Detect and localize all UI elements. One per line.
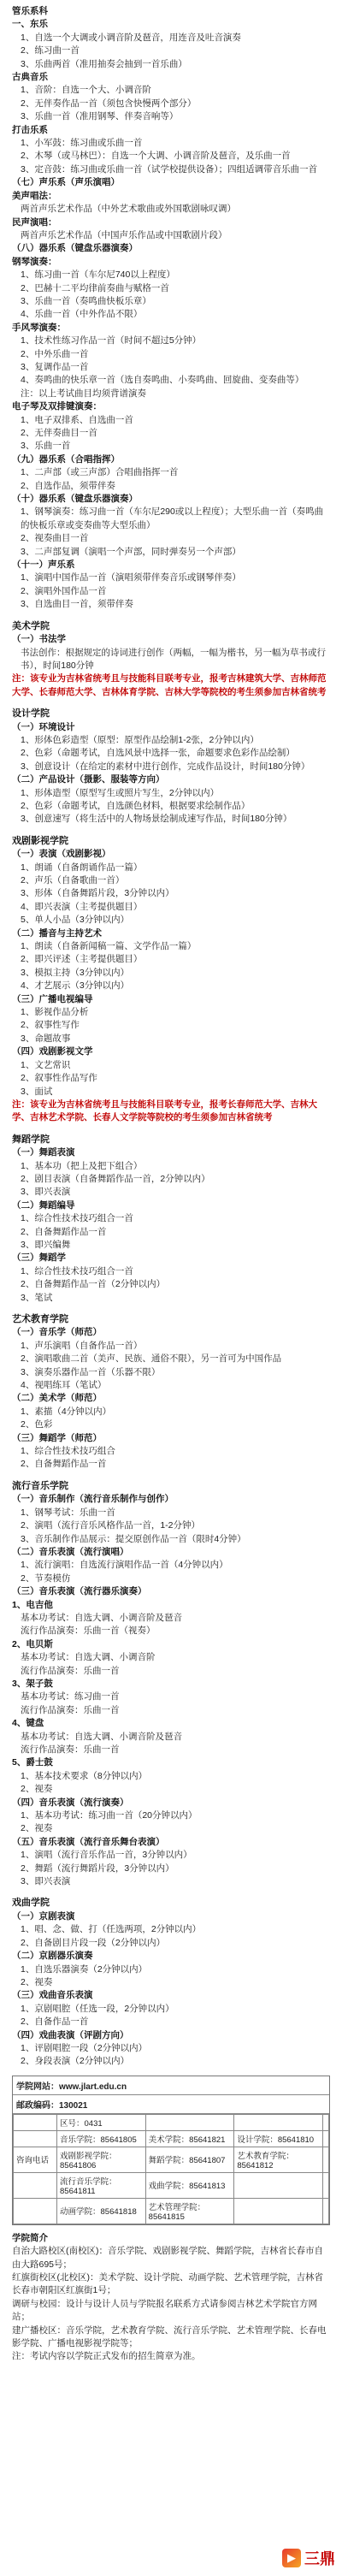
list-item: 2、节奏模仿	[21, 1572, 71, 1584]
section-gap	[12, 1472, 330, 1480]
section-gap	[12, 1125, 330, 1134]
table-cell: 戏曲学院：85641813	[145, 2172, 234, 2198]
list-item: 3、乐曲两首（准用抽奏会抽到一首乐曲）	[21, 58, 187, 69]
list-item: 流行作品演奏：乐曲一首	[21, 1744, 120, 1755]
list-item: 3、笔试	[21, 1292, 53, 1303]
list-item: 1、基本功（把上及把下组合）	[21, 1160, 143, 1171]
list-item: 1、演唱中国作品一首（演唱须带伴奏音乐或钢琴伴奏）	[21, 572, 241, 583]
notes-paragraph: 红旗街校区(北校区)：美术学院、设计学院、动画学院、艺术管理学院，吉林省长春市朝阳区红旗街1号；	[12, 2271, 323, 2296]
section-heading: 美术学院	[12, 620, 50, 631]
table-cell	[145, 2114, 234, 2130]
subsection-heading: 钢琴演奏：	[12, 256, 57, 267]
subsection-heading: （四）戏剧影视文学	[12, 1046, 93, 1057]
notes-section	[12, 2232, 330, 2364]
list-item: 2、舞蹈（流行舞蹈片段，3分钟以内）	[21, 1862, 174, 1874]
subsection-heading: （一）音乐制作（流行音乐制作与创作）	[12, 1494, 174, 1505]
table-row	[14, 2172, 329, 2198]
list-item: 2、无伴奏曲目一首	[21, 428, 97, 438]
table-cell: 艺术教育学院：85641812	[234, 2147, 323, 2172]
list-item: 1、自选乐器演奏（2分钟以内）	[21, 1963, 148, 1975]
table-row	[14, 2114, 329, 2130]
table-cell	[322, 2198, 328, 2224]
section-gap	[12, 826, 330, 835]
list-item: 流行作品演奏：乐曲一首（视奏）	[21, 1626, 156, 1637]
list-item: 3、音乐制作作品展示：提交原创作品一首（限时4分钟）	[21, 1533, 246, 1544]
contact-info-box	[12, 2076, 330, 2225]
list-item: 2、中外乐曲一首	[21, 348, 89, 359]
list-item: 4、即兴表演（主考提供题目）	[21, 901, 143, 912]
list-item: 2、木琴（或马林巴）：自选一个大调、小调音阶及琶音，及乐曲一首	[21, 151, 291, 162]
list-item: 2、演唱歌曲二首（美声、民族、通俗不限），另一首可为中国作品	[21, 1353, 282, 1365]
list-item: 1、影视作品分析	[21, 1007, 89, 1018]
list-item: 3、复调作品一首	[21, 361, 89, 372]
list-item: 2、叙事性写作	[21, 1020, 80, 1031]
list-item: 1、技术性练习作品一首（时间不超过5分钟）	[21, 335, 202, 346]
list-item: 5、单人小品（3分钟以内）	[21, 915, 130, 926]
table-cell: 艺术管理学院：85641815	[145, 2198, 234, 2224]
list-item: 3、定音鼓：练习曲或乐曲一首（试学校提供设备）；四组适调带音乐曲一首	[21, 163, 318, 175]
table-cell: 区号：0431	[57, 2114, 146, 2130]
logo-text: 三鼎	[304, 2550, 335, 2568]
list-item: 2、自备作品一首	[21, 2016, 89, 2028]
subsection-heading: 电子琴及双排键演奏：	[12, 401, 102, 412]
list-item: 2、视奏	[21, 1784, 53, 1795]
list-item: 1、唱、念、做、打（任选两项，2分钟以内）	[21, 1924, 202, 1935]
table-cell	[322, 2114, 328, 2130]
list-item: 2、演唱（流行音乐风格作品一首，1-2分钟）	[21, 1520, 201, 1531]
subsection-heading: （三）舞蹈学	[12, 1252, 66, 1264]
list-item: 1、朗读（自备新闻稿一篇、文学作品一篇）	[21, 941, 197, 952]
list-item: 3、形体（自备舞蹈片段，3分钟以内）	[21, 888, 174, 899]
subsection-heading: 5、爵士鼓	[12, 1757, 53, 1768]
notes-paragraph: 建广播校区：音乐学院，艺术教育学院、流行音乐学院、艺术管理学院、长春电影学院、广播电视影视学院等；	[12, 2324, 327, 2348]
section-heading: 设计学院	[12, 708, 50, 720]
list-item: 3、面试	[21, 1086, 53, 1097]
subsection-heading: （四）音乐表演（流行演奏）	[12, 1797, 129, 1808]
list-item: 1、综合性技术技巧组合一首	[21, 1265, 133, 1276]
list-item: 2、身段表演（2分钟以内）	[21, 2056, 130, 2067]
list-item: 1、声乐演唱（自备作品一首）	[21, 1340, 143, 1351]
table-cell: 美术学院：85641821	[145, 2130, 234, 2147]
contact-table	[13, 2114, 329, 2224]
subsection-heading: （一）音乐学（师范）	[12, 1327, 102, 1338]
table-cell	[14, 2198, 57, 2224]
list-item: 3、演奏乐器作品一首（乐器不限）	[21, 1366, 161, 1377]
subsection-heading: 4、键盘	[12, 1718, 44, 1729]
list-item: 2、演唱外国作品一首	[21, 585, 107, 596]
list-item: 2、自备剧目片段一段（2分钟以内）	[21, 1937, 166, 1948]
subsection-heading: （三）舞蹈学（师范）	[12, 1432, 102, 1443]
table-cell: 设计学院：85641810	[234, 2130, 323, 2147]
list-item: 3、模拟主持（3分钟以内）	[21, 967, 130, 978]
list-item: 3、二声部复调（演唱一个声部，同时弹奏另一个声部）	[21, 546, 241, 557]
subsection-heading: （二）播音与主持艺术	[12, 927, 102, 939]
section-heading: 戏剧影视学院	[12, 835, 68, 846]
list-item: 3、即兴表演	[21, 1187, 71, 1198]
table-row	[14, 2130, 329, 2147]
list-item: 3、命题故事	[21, 1033, 71, 1044]
list-item: 1、钢琴考试：乐曲一首	[21, 1507, 115, 1518]
table-row	[14, 2147, 329, 2172]
section-heading: 戏曲学院	[12, 1898, 50, 1909]
list-item: 1、电子双排系、自选曲一首	[21, 414, 133, 425]
subsection-heading: （三）音乐表演（流行器乐演奏）	[12, 1586, 147, 1597]
subsection-heading: （一）京剧表演	[12, 1910, 75, 1922]
subsection-heading: （一）书法学	[12, 634, 66, 645]
list-item: 2、叙事性作品写作	[21, 1073, 97, 1084]
list-item: 2、练习曲一首	[21, 45, 80, 56]
subsection-heading: （二）产品设计（摄影、服装等方向）	[12, 774, 165, 785]
list-item: 4、视唱练耳（笔试）	[21, 1380, 107, 1391]
list-item: 2、剧目表演（自备舞蹈作品一首，2分钟以内）	[21, 1173, 210, 1184]
list-item: 1、钢琴演奏：练习曲一首（车尔尼290或以上程度）；大型乐曲一首（奏鸣曲的快板乐章或变奏曲等大型乐曲）	[21, 506, 324, 530]
section-gap	[12, 612, 330, 620]
table-cell: 舞蹈学院：85641807	[145, 2147, 234, 2172]
subsection-heading: 一、东乐	[12, 19, 48, 30]
subsection-heading: （一）表演（戏剧影视）	[12, 849, 111, 860]
subsection-heading: （二）舞蹈编导	[12, 1199, 75, 1211]
list-item: 1、演唱（流行音乐作品一首，3分钟以内）	[21, 1850, 192, 1861]
subsection-heading: （三）广播电视编导	[12, 993, 93, 1004]
table-row	[14, 2198, 329, 2224]
subsection-heading: （九）器乐系（合唱指挥）	[12, 453, 120, 465]
list-item: 3、乐曲一首（准用钢琴、伴奏音响等）	[21, 111, 179, 122]
table-cell	[234, 2172, 323, 2198]
subsection-heading: 打击乐系	[12, 124, 48, 135]
list-item: 1、综合性技术技巧组合一首	[21, 1213, 133, 1224]
list-item: 1、基本功考试：练习曲一首（20分钟以内）	[21, 1810, 198, 1821]
subsection-heading: 古典音乐	[12, 72, 48, 83]
table-cell	[234, 2198, 323, 2224]
list-item: 2、即兴评述（主考提供题目）	[21, 954, 143, 965]
list-item: 2、自备舞蹈作品一首（2分钟以内）	[21, 1279, 166, 1290]
list-item: 书法创作：根据规定的诗词进行创作（两幅，一幅为楷书，另一幅为草书或行书），时间180分钟	[21, 647, 326, 671]
subsection-heading: （二）音乐表演（流行演唱）	[12, 1546, 129, 1557]
post-code-row	[13, 2095, 329, 2114]
site-label: 学院网站：www.jlart.edu.cn	[13, 2076, 329, 2095]
list-item: 基本功考试：自选大调、小调音阶	[21, 1652, 156, 1663]
subsection-heading: 2、电贝斯	[12, 1638, 53, 1649]
list-item: 2、色彩	[21, 1419, 53, 1430]
list-item: 2、自备舞蹈作品一首	[21, 1459, 107, 1470]
post-code-label: 邮政编码：	[16, 2100, 59, 2111]
list-item: 注：以上考试曲目均须背谱演奏	[21, 388, 146, 399]
section-gap	[12, 699, 330, 708]
table-cell	[322, 2130, 328, 2147]
list-item: 1、综合性技术技巧组合	[21, 1446, 115, 1457]
list-item: 2、色彩（命题考试，自选风景中选择一张，命题要求色彩作品绘制）	[21, 748, 295, 759]
table-cell: 动画学院：85641818	[57, 2198, 146, 2224]
list-item: 1、文艺常识	[21, 1059, 71, 1070]
subsection-heading: （八）器乐系（键盘乐器演奏）	[12, 243, 138, 254]
table-cell: 音乐学院：85641805	[57, 2130, 146, 2147]
subsection-heading: （一）环境设计	[12, 721, 75, 732]
list-item: 3、自选曲目一首，须带伴奏	[21, 599, 133, 610]
subsection-heading: （十一）声乐系	[12, 560, 75, 571]
section-heading: 流行音乐学院	[12, 1480, 68, 1491]
list-item: 2、色彩（命题考试，自选颜色材料，根据要求绘制作品）	[21, 800, 251, 811]
list-item: 2、声乐（自备歌曲一首）	[21, 875, 125, 885]
list-item: 两首声乐艺术作品（中外艺术歌曲或外国歌剧咏叹调）	[21, 204, 236, 215]
table-cell	[14, 2172, 57, 2198]
list-item: 基本功考试：练习曲一首	[21, 1691, 120, 1703]
list-item: 4、乐曲一首（中外作品不限）	[21, 309, 143, 320]
list-item: 1、流行演唱：自选流行演唱作品一首（4分钟以内）	[21, 1560, 228, 1571]
subsection-heading: （四）戏曲表演（评剧方向）	[12, 2029, 129, 2040]
list-item: 两首声乐艺术作品（中国声乐作品或中国歌剧片段）	[21, 229, 227, 240]
list-item: 1、朗诵（自备朗诵作品一篇）	[21, 862, 143, 873]
list-item: 2、自备舞蹈作品一首	[21, 1226, 107, 1237]
list-item: 基本功考试：自选大调、小调音阶及琶音	[21, 1612, 182, 1623]
list-item: 1、小军鼓：练习曲或乐曲一首	[21, 138, 143, 149]
list-item: 3、即兴表演	[21, 1876, 71, 1887]
section-gap	[12, 1305, 330, 1313]
subsection-heading: 民声演唱：	[12, 216, 57, 228]
list-item: 1、练习曲一首（车尔尼740以上程度）	[21, 269, 175, 281]
list-item: 1、形体色彩造型（原型：原型作品绘制1-2张，2分钟以内）	[21, 734, 259, 745]
list-item: 1、基本技术要求（8分钟以内）	[21, 1770, 148, 1781]
subsection-heading: （十）器乐系（键盘乐器演奏）	[12, 494, 138, 505]
list-item: 基本功考试：自选大调、小调音阶及琶音	[21, 1731, 182, 1742]
subsection-heading: （二）京剧器乐演奏	[12, 1951, 93, 1962]
table-cell	[322, 2147, 328, 2172]
subsection-heading: （二）美术学（师范）	[12, 1393, 102, 1404]
subsection-heading: 管乐系科	[12, 6, 48, 16]
notes-paragraph: 调研与校园：设计与设计人员与学院报名联系方式请参阅吉林艺术学院官方网站；	[12, 2298, 317, 2323]
subsection-heading: 美声唱法：	[12, 190, 57, 201]
table-cell	[322, 2172, 328, 2198]
list-item: 2、无伴奏作品一首（须包含快慢两个部分）	[21, 98, 197, 109]
list-item: 2、视奏	[21, 1823, 53, 1834]
list-item: 1、评剧唱腔一段（2分钟以内）	[21, 2042, 148, 2053]
list-item: 1、音阶：自选一个大、小调音阶	[21, 85, 151, 96]
subsection-heading: （五）音乐表演（流行音乐舞台表演）	[12, 1836, 165, 1847]
list-item: 2、视奏曲目一首	[21, 533, 89, 544]
notice-text: 注：该专业为吉林省统考且与技能科目联考专业，报考长春师范大学、吉林大学、吉林艺术学院、长春人文学院等院校的考生须参加吉林省统考	[12, 1099, 317, 1123]
list-item: 4、才艺展示（3分钟以内）	[21, 980, 130, 992]
table-cell: 戏剧影视学院：85641806	[57, 2147, 146, 2172]
notes-paragraph: 注：考试内容以学院正式发布的招生简章为准。	[12, 2351, 201, 2362]
list-item: 1、二声部（或三声部）合唱曲指挥一首	[21, 467, 179, 478]
notes-paragraph: 自治大路校区(南校区)：音乐学院、戏剧影视学院、舞蹈学院，吉林省长春市自由大路695号；	[12, 2246, 323, 2270]
list-item: 3、乐曲一首	[21, 441, 71, 452]
list-item: 1、京剧唱腔（任选一段，2分钟以内）	[21, 2003, 174, 2014]
list-item: 流行作品演奏：乐曲一首	[21, 1665, 120, 1676]
table-cell: 流行音乐学院：85641811	[57, 2172, 146, 2198]
table-cell	[14, 2130, 57, 2147]
notice-text: 注：该专业为吉林省统考且与技能科目联考专业，报考吉林建筑大学、吉林师范大学、长春师范大学、吉林体育学院、吉林大学等院校的考生须参加吉林省统考	[12, 673, 327, 697]
section-gap	[12, 1888, 330, 1897]
list-item: 1、素描（4分钟以内）	[21, 1406, 112, 1417]
table-cell	[14, 2114, 57, 2130]
subsection-heading: 1、电吉他	[12, 1599, 53, 1610]
subsection-heading: 手风琴演奏：	[12, 322, 66, 333]
notes-title: 学院简介	[12, 2232, 48, 2243]
subsection-heading: 3、架子鼓	[12, 1678, 53, 1689]
watermark-logo	[282, 2547, 335, 2569]
list-item: 3、即兴编舞	[21, 1239, 71, 1250]
list-item: 3、创意设计（在给定的素材中进行创作，完成作品设计，时间180分钟）	[21, 761, 310, 772]
section-heading: 艺术教育学院	[12, 1314, 68, 1324]
subsection-heading: （七）声乐系（声乐演唱）	[12, 177, 120, 188]
list-item: 3、乐曲一首（奏鸣曲快板乐章）	[21, 295, 151, 306]
table-cell: 咨询电话	[14, 2147, 57, 2172]
list-item: 2、视奏	[21, 1976, 53, 1987]
list-item: 1、自选一个大调或小调音阶及琶音，用连音及吐音演奏	[21, 32, 241, 43]
post-code-value: 130021	[59, 2100, 88, 2111]
logo-icon: ▶	[282, 2549, 301, 2567]
list-item: 1、形体造型（原型写生或照片写生，2分钟以内）	[21, 787, 220, 798]
table-cell	[234, 2114, 323, 2130]
list-item: 2、自选作品，须带伴奏	[21, 480, 115, 491]
list-item: 2、巴赫十二平均律前奏曲与赋格一首	[21, 282, 169, 293]
list-item: 4、奏鸣曲的快乐章一首（选自奏鸣曲、小奏鸣曲、回旋曲、变奏曲等）	[21, 375, 304, 386]
list-item: 3、创意速写（将生活中的人物场景绘制成速写作品，时间180分钟）	[21, 814, 292, 825]
list-item: 流行作品演奏：乐曲一首	[21, 1704, 120, 1715]
subsection-heading: （三）戏曲音乐表演	[12, 1990, 93, 2001]
subsection-heading: （一）舞蹈表演	[12, 1147, 75, 1158]
section-heading: 舞蹈学院	[12, 1134, 50, 1145]
